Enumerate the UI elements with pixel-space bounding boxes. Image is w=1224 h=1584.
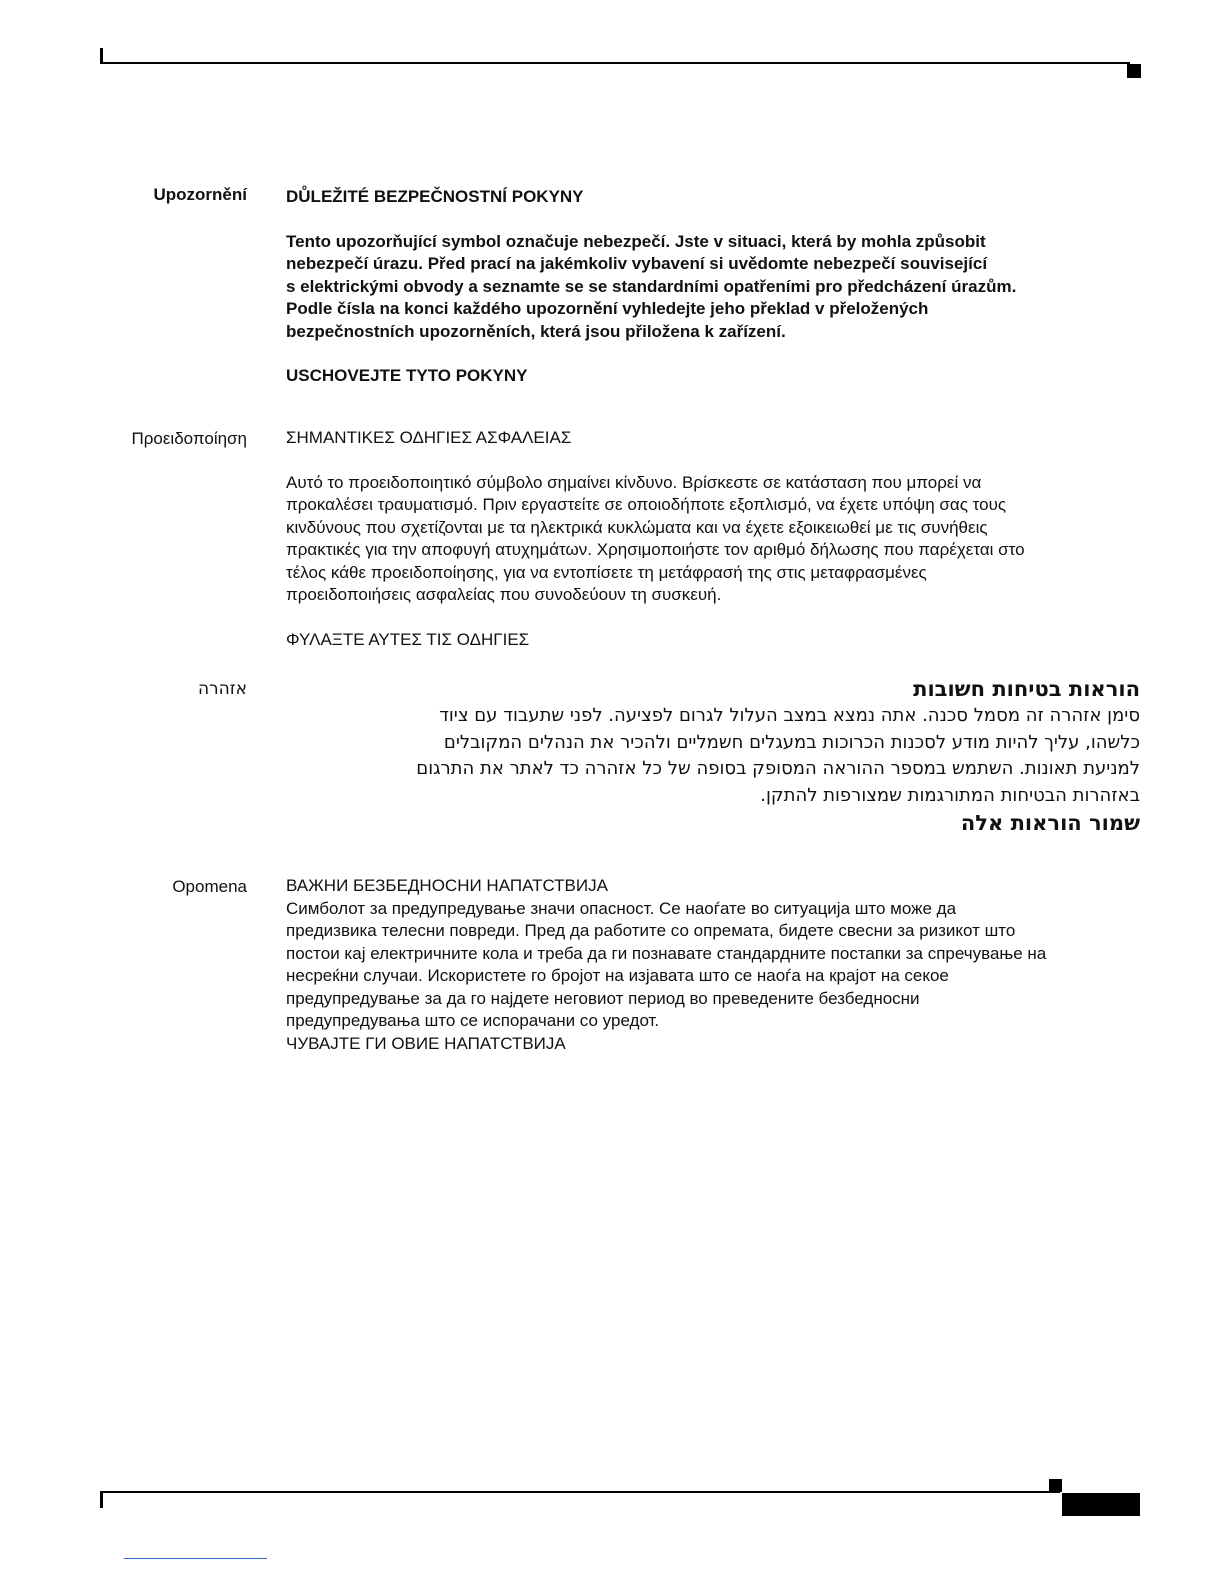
greek-line: Αυτό το προειδοποιητικό σύμβολο σημαίνει κίνδυνο. Βρίσκεστε σε κατάσταση που μπορεί να [286, 472, 982, 492]
hebrew-line: כלשהו, עליך להיות מודע לסכנות הכרוכות במעגלים חשמליים ולהכיר את הנהלים המקובלים [443, 731, 1140, 753]
macedonian-line: несреќни случаи. Искористете го бројот на изјавата што се наоѓа на крајот на секое [286, 966, 949, 985]
hebrew-title: הוראות בטיחות חשובות [913, 677, 1140, 701]
hebrew-line: סימן אזהרה זה מסמל סכנה. אתה נמצא במצב העלול לגרום לפציעה. לפני שתעבוד עם ציוד [439, 705, 1140, 726]
greek-title: ΣΗΜΑΝΤΙΚΕΣ ΟΔΗΓΙΕΣ ΑΣΦΑΛΕΙΑΣ [286, 428, 572, 447]
czech-line: Tento upozorňující symbol označuje nebezpečí. Jste v situaci, která by mohla způsobit [286, 231, 986, 251]
macedonian-line: постои кај електричните кола и треба да ги познавате стандардните постапки за спречување на [286, 943, 1047, 963]
czech-label: Upozornění [153, 185, 247, 204]
footer-link-underline[interactable] [124, 1558, 267, 1559]
czech-line: s elektrickými obvody a seznamte se se standardními opatřeními pro předcházení úrazům. [286, 276, 1017, 296]
hebrew-line: באזהרות הבטיחות המתורגמות שמצורפות להתקן. [760, 784, 1140, 806]
czech-footer: USCHOVEJTE TYTO POKYNY [286, 366, 528, 385]
macedonian-line: предизвика телесни повреди. Пред да работите со опремата, бидете свесни за ризикот што [286, 921, 1016, 940]
footer-tick [100, 1493, 103, 1508]
greek-warning [286, 427, 1146, 651]
macedonian-footer: ЧУВАЈТЕ ГИ ОВИЕ НАПАТСТВИЈА [286, 1033, 566, 1053]
czech-title: DŮLEŽITÉ BEZPEČNOSTNÍ POKYNY [286, 187, 584, 206]
header-corner-mark [1127, 64, 1141, 78]
macedonian-title: ВАЖНИ БЕЗБЕДНОСНИ НАПАТСТВИЈА [286, 876, 608, 895]
hebrew-warning [286, 675, 1140, 837]
greek-line: κινδύνους που σχετίζονται με τα ηλεκτρικά κυκλώματα και να έχετε εξοικειωθεί με τις συνήθεις [286, 517, 988, 537]
greek-label: Προειδοποίηση [131, 429, 247, 448]
czech-warning [286, 186, 1146, 388]
czech-line: Podle čísla na konci každého upozornění vyhledejte jeho překlad v přeložených [286, 299, 929, 318]
greek-line: προειδοποιήσεις ασφαλείας που συνοδεύουν τη συσκευή. [286, 585, 722, 604]
macedonian-line: Симболот за предупредување значи опасност. Се наоѓате во ситуација што може да [286, 898, 957, 918]
page-number-tab [1062, 1493, 1140, 1516]
hebrew-label: אזהרה [197, 679, 247, 699]
hebrew-footer: שמור הוראות אלה [960, 811, 1140, 835]
macedonian-line: предупредувања што се испорачани со уредот. [286, 1011, 660, 1030]
macedonian-line: предупредување за да го најдете неговиот период во преведените безбедносни [286, 988, 920, 1008]
greek-footer: ΦΥΛΑΞΤΕ ΑΥΤΕΣ ΤΙΣ ΟΔΗΓΙΕΣ [286, 629, 530, 649]
footer-rule [100, 1491, 1060, 1493]
macedonian-label: Opomena [172, 877, 247, 896]
header-rule [100, 62, 1130, 64]
czech-line: bezpečnostních upozorněních, která jsou přiložena k zařízení. [286, 321, 786, 341]
greek-line: πρακτικές για την αποφυγή ατυχημάτων. Χρησιμοποιήστε τον αριθμό δήλωσης που παρέχεται στο [286, 540, 1025, 559]
macedonian-warning [286, 875, 1146, 1055]
czech-line: nebezpečí úrazu. Před prací na jakémkoliv vybavení si uvědomte nebezpečí související [286, 254, 988, 273]
greek-line: τέλος κάθε προειδοποίησης, για να εντοπίσετε τη μετάφρασή της στις μεταφρασμένες [286, 562, 927, 582]
greek-line: προκαλέσει τραυματισμό. Πριν εργαστείτε σε οποιοδήποτε εξοπλισμό, να έχετε υπόψη σας τους [286, 495, 1007, 514]
hebrew-line: למניעת תאונות. השתמש במספר ההוראה המסופק בסופה של כל אזהרה כד לאתר את התרגום [416, 758, 1140, 779]
